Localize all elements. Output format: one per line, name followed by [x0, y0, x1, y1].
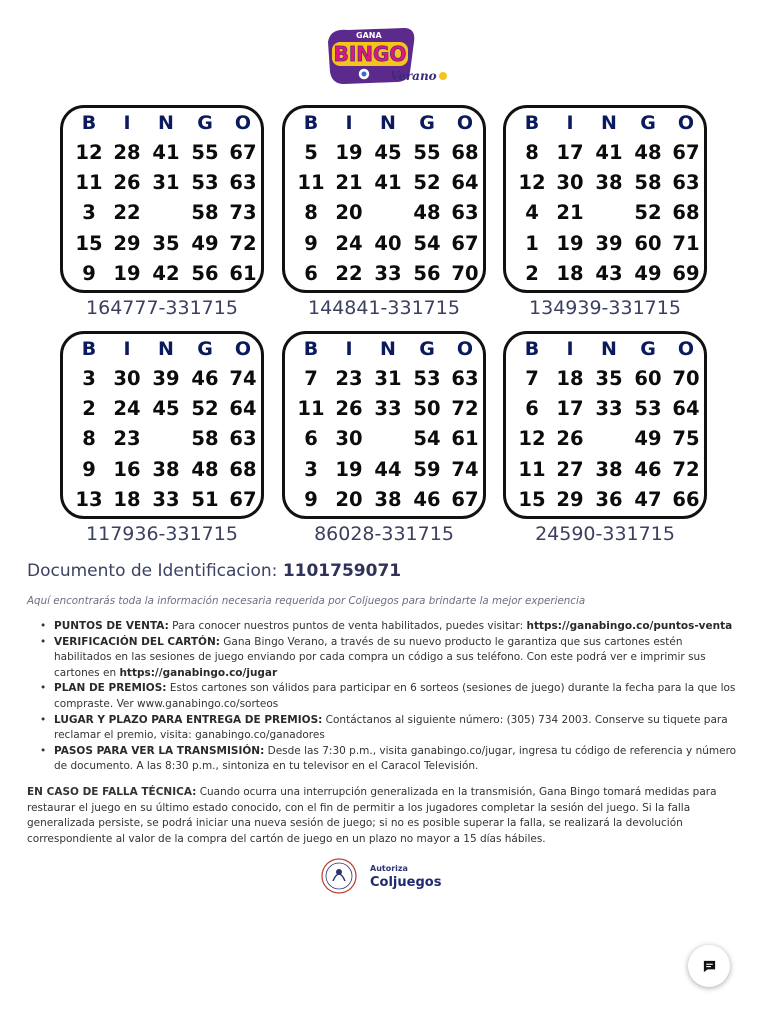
bingo-number: 53	[634, 397, 662, 421]
bingo-card-serial: 86028-331715	[314, 523, 454, 545]
bingo-number: 1	[525, 231, 539, 255]
bingo-header-letter: O	[234, 338, 252, 360]
bingo-card	[503, 331, 707, 519]
coljuegos-seal-icon	[320, 857, 358, 895]
bingo-row	[63, 364, 261, 394]
bingo-number: 61	[451, 427, 479, 451]
bingo-number: 33	[374, 397, 402, 421]
bingo-header-letter: I	[566, 338, 574, 360]
bingo-number: 6	[304, 427, 318, 451]
bingo-number: 63	[229, 171, 257, 195]
bingo-card-grid	[506, 138, 704, 289]
coljuegos-authorize-label: Autoriza	[370, 864, 408, 873]
bingo-card-serial: 134939-331715	[529, 297, 681, 319]
bingo-row	[63, 168, 261, 198]
bingo-number: 11	[75, 171, 103, 195]
bingo-number: 31	[152, 171, 180, 195]
bingo-card	[60, 331, 264, 519]
bingo-number: 46	[191, 367, 219, 390]
document-number: 1101759071	[282, 561, 402, 581]
list-item: • PUNTOS DE VENTA: Para conocer nuestros puntos de venta habilitados, puedes visitar: https://ganabingo.co/puntos-venta	[40, 619, 742, 635]
bingo-number: 72	[672, 457, 700, 481]
bingo-number: 4	[525, 201, 539, 225]
bingo-number: 30	[556, 171, 584, 195]
bingo-number: 72	[229, 231, 257, 255]
bingo-number: 8	[304, 201, 318, 225]
bingo-number: 30	[335, 427, 363, 451]
bingo-number: 41	[374, 171, 402, 195]
bingo-row	[506, 198, 704, 228]
bingo-number: 71	[672, 231, 700, 255]
bingo-number: 50	[413, 397, 441, 421]
bingo-row	[63, 455, 261, 485]
bingo-number: 58	[191, 427, 219, 451]
bingo-row	[63, 394, 261, 424]
bingo-row	[506, 455, 704, 485]
bingo-number: 67	[451, 231, 479, 255]
bingo-number: 18	[556, 367, 584, 390]
bingo-row	[63, 198, 261, 228]
bingo-number: 67	[451, 487, 479, 511]
bingo-header-letter: O	[456, 338, 474, 360]
bingo-number: 49	[634, 427, 662, 451]
bingo-header-letter: B	[303, 112, 319, 134]
svg-text:Verano: Verano	[390, 69, 437, 83]
info-list	[40, 619, 742, 775]
bingo-card-header	[506, 112, 704, 138]
intro-text: Aquí encontrarás toda la información necesaria requerida por Coljuegos para brindarte la mejor experiencia	[27, 595, 586, 607]
bingo-number: 9	[82, 457, 96, 481]
bingo-number: 22	[113, 201, 141, 225]
bingo-row	[285, 394, 483, 424]
bingo-card-grid	[63, 138, 261, 289]
bingo-number: 17	[556, 397, 584, 421]
bingo-number: 3	[82, 367, 96, 390]
bingo-number: 11	[297, 397, 325, 421]
bingo-number: 66	[672, 487, 700, 511]
bingo-header-letter: B	[524, 112, 540, 134]
bingo-card-serial: 164777-331715	[86, 297, 238, 319]
bingo-number: 63	[672, 171, 700, 195]
bingo-number: 55	[191, 141, 219, 164]
bingo-row	[63, 485, 261, 515]
bingo-number: 64	[672, 397, 700, 421]
bingo-row	[285, 424, 483, 454]
bingo-number: 68	[229, 457, 257, 481]
bingo-number: 24	[335, 231, 363, 255]
bingo-number: 53	[413, 367, 441, 390]
bingo-number: 63	[451, 367, 479, 390]
bingo-card-grid	[63, 364, 261, 515]
bingo-number: 7	[304, 367, 318, 390]
bingo-number: 13	[75, 487, 103, 511]
bingo-card-serial: 117936-331715	[86, 523, 238, 545]
bingo-header-letter: O	[677, 338, 695, 360]
bingo-number: 38	[152, 457, 180, 481]
bingo-card-grid	[285, 364, 483, 515]
bingo-number: 68	[451, 141, 479, 164]
bingo-row	[285, 229, 483, 259]
bingo-number: 19	[335, 141, 363, 164]
jugar-link[interactable]: https://ganabingo.co/jugar	[119, 666, 278, 679]
bingo-header-letter: N	[158, 112, 174, 134]
bingo-number: 28	[113, 141, 141, 164]
bingo-number: 21	[335, 171, 363, 195]
bingo-number: 35	[152, 231, 180, 255]
bingo-number: 3	[82, 201, 96, 225]
bingo-row	[506, 364, 704, 394]
bingo-number: 6	[525, 397, 539, 421]
bingo-number: 51	[191, 487, 219, 511]
bingo-number: 31	[374, 367, 402, 390]
bingo-number: 39	[152, 367, 180, 390]
bingo-number: 47	[634, 487, 662, 511]
bingo-number: 7	[525, 367, 539, 390]
list-item: • VERIFICACIÓN DEL CARTÓN: Gana Bingo Verano, a través de su nuevo producto le garantiza que sus cartones estén habilitados en las sesiones de juego enviando por cada compra un código a sus teléfono. Con este podrá ver e imprimir sus cartones en https://ganabingo.co/jugar	[40, 635, 742, 682]
bingo-row	[63, 259, 261, 289]
bingo-number: 52	[634, 201, 662, 225]
bingo-row	[63, 424, 261, 454]
bingo-number: 6	[304, 261, 318, 285]
bingo-number: 68	[672, 201, 700, 225]
bingo-header-letter: N	[158, 338, 174, 360]
bingo-number: 46	[634, 457, 662, 481]
bingo-number: 48	[634, 141, 662, 164]
bingo-number: 23	[335, 367, 363, 390]
bingo-card	[60, 105, 264, 293]
bingo-number: 22	[335, 261, 363, 285]
bingo-header-letter: G	[640, 112, 656, 134]
bingo-card-header	[63, 112, 261, 138]
bingo-number: 27	[556, 457, 584, 481]
bingo-number: 69	[672, 261, 700, 285]
bingo-number: 70	[672, 367, 700, 390]
bingo-number: 74	[451, 457, 479, 481]
bingo-number: 26	[335, 397, 363, 421]
bingo-header-letter: B	[524, 338, 540, 360]
bingo-card-header	[285, 112, 483, 138]
bingo-row	[63, 138, 261, 168]
bingo-header-letter: B	[303, 338, 319, 360]
bingo-card	[503, 105, 707, 293]
bingo-number: 55	[413, 141, 441, 164]
bingo-header-letter: N	[380, 338, 396, 360]
bingo-header-letter: O	[677, 112, 695, 134]
bingo-number: 39	[595, 231, 623, 255]
bingo-number: 35	[595, 367, 623, 390]
bingo-number: 60	[634, 231, 662, 255]
document-label: Documento de Identificacion:	[27, 561, 283, 581]
list-item: • PLAN DE PREMIOS: Estos cartones son válidos para participar en 6 sorteos (sesiones de juego) durante la fecha para la que los compraste. Ver www.ganabingo.co/sorteos	[40, 681, 742, 712]
bingo-row	[285, 138, 483, 168]
bingo-card-grid	[285, 138, 483, 289]
bingo-number: 11	[518, 457, 546, 481]
bingo-row	[63, 229, 261, 259]
list-item: • PASOS PARA VER LA TRANSMISIÓN: Desde las 7:30 p.m., visita ganabingo.co/jugar, ingresa tu código de referencia y número de documento. A las 8:30 p.m., sintoniza en tu televisor en el Caracol Televisión.	[40, 744, 742, 775]
bingo-card	[282, 331, 486, 519]
bingo-header-letter: O	[456, 112, 474, 134]
bingo-number: 33	[595, 397, 623, 421]
bingo-number: 18	[556, 261, 584, 285]
bingo-number: 43	[595, 261, 623, 285]
bingo-number: 61	[229, 261, 257, 285]
bingo-number: 2	[82, 397, 96, 421]
bingo-header-letter: N	[380, 112, 396, 134]
svg-text:GANA: GANA	[356, 31, 382, 40]
bingo-header-letter: G	[419, 338, 435, 360]
bingo-number: 72	[451, 397, 479, 421]
technical-failure-notice: EN CASO DE FALLA TÉCNICA: Cuando ocurra una interrupción generalizada en la transmisión, Gana Bingo tomará medidas para restaurar el juego en su último estado conocido, con el fin de permitir a los jugadores completar la sesión del juego. Si la falla generalizada persiste, se podrá iniciar una nueva sesión de juego; si no es posible superar la falla, se realizará la devolución correspondiente al valor de la compra del cartón de juego en un plazo no mayor a 15 días hábiles.	[27, 786, 717, 845]
bingo-number: 54	[413, 231, 441, 255]
list-item: • LUGAR Y PLAZO PARA ENTREGA DE PREMIOS: Contáctanos al siguiente número: (305) 734 2003. Conserve su tiquete para reclamar el premio, visita: ganabingo.co/ganadores	[40, 713, 742, 744]
bingo-card-header	[63, 338, 261, 364]
bingo-number: 73	[229, 201, 257, 225]
bingo-header-letter: I	[345, 338, 353, 360]
chat-button[interactable]	[688, 945, 730, 987]
bingo-number: 41	[152, 141, 180, 164]
bingo-number: 19	[113, 261, 141, 285]
bingo-number: 60	[634, 367, 662, 390]
bingo-row	[506, 168, 704, 198]
bingo-header-letter: G	[197, 338, 213, 360]
bingo-number: 46	[413, 487, 441, 511]
bingo-number: 75	[672, 427, 700, 451]
bingo-number: 38	[595, 457, 623, 481]
bingo-number: 29	[556, 487, 584, 511]
bingo-number: 23	[113, 427, 141, 451]
document-id	[27, 561, 401, 581]
coljuegos-name: Coljuegos	[370, 875, 442, 890]
bingo-header-letter: B	[81, 338, 97, 360]
bingo-number: 30	[113, 367, 141, 390]
svg-text:BINGO: BINGO	[333, 42, 407, 66]
bingo-number: 18	[113, 487, 141, 511]
gana-bingo-verano-logo	[318, 22, 450, 90]
bingo-number: 49	[634, 261, 662, 285]
bingo-number: 33	[374, 261, 402, 285]
bingo-number: 9	[82, 261, 96, 285]
bingo-number: 24	[113, 397, 141, 421]
bingo-number: 64	[229, 397, 257, 421]
bingo-number: 48	[413, 201, 441, 225]
bingo-header-letter: N	[601, 338, 617, 360]
bingo-number: 45	[374, 141, 402, 164]
bingo-header-letter: O	[234, 112, 252, 134]
bingo-number: 16	[113, 457, 141, 481]
bingo-number: 38	[374, 487, 402, 511]
bingo-number: 54	[413, 427, 441, 451]
bingo-number: 11	[297, 171, 325, 195]
bingo-number: 63	[451, 201, 479, 225]
bingo-number: 56	[191, 261, 219, 285]
puntos-venta-link[interactable]: https://ganabingo.co/puntos-venta	[526, 620, 733, 632]
bingo-number: 2	[525, 261, 539, 285]
bingo-number: 3	[304, 457, 318, 481]
bingo-row	[285, 259, 483, 289]
bingo-number: 8	[525, 141, 539, 164]
bingo-card	[282, 105, 486, 293]
bingo-header-letter: I	[566, 112, 574, 134]
bingo-row	[506, 424, 704, 454]
bingo-number: 12	[75, 141, 103, 164]
bingo-header-letter: I	[345, 112, 353, 134]
bingo-card-header	[506, 338, 704, 364]
bingo-number: 33	[152, 487, 180, 511]
bingo-number: 52	[413, 171, 441, 195]
bingo-number: 40	[374, 231, 402, 255]
bingo-number: 56	[413, 261, 441, 285]
bingo-card-serial: 24590-331715	[535, 523, 675, 545]
bingo-number: 21	[556, 201, 584, 225]
bingo-row	[285, 485, 483, 515]
bingo-number: 26	[556, 427, 584, 451]
bingo-number: 20	[335, 487, 363, 511]
bingo-number: 63	[229, 427, 257, 451]
bingo-number: 9	[304, 231, 318, 255]
bingo-header-letter: I	[123, 112, 131, 134]
bingo-number: 44	[374, 457, 402, 481]
bingo-number: 58	[191, 201, 219, 225]
bingo-number: 29	[113, 231, 141, 255]
bingo-number: 70	[451, 261, 479, 285]
bingo-header-letter: G	[640, 338, 656, 360]
bingo-number: 36	[595, 487, 623, 511]
bingo-number: 59	[413, 457, 441, 481]
bingo-number: 42	[152, 261, 180, 285]
bingo-header-letter: G	[197, 112, 213, 134]
bingo-row	[285, 168, 483, 198]
bingo-row	[506, 229, 704, 259]
bingo-number: 49	[191, 231, 219, 255]
bingo-card-header	[285, 338, 483, 364]
bingo-number: 48	[191, 457, 219, 481]
bingo-number: 19	[556, 231, 584, 255]
bingo-row	[285, 198, 483, 228]
bingo-number: 53	[191, 171, 219, 195]
bingo-number: 38	[595, 171, 623, 195]
bingo-row	[285, 364, 483, 394]
bingo-number: 20	[335, 201, 363, 225]
bingo-row	[285, 455, 483, 485]
bingo-number: 8	[82, 427, 96, 451]
bingo-number: 19	[335, 457, 363, 481]
bingo-number: 67	[229, 141, 257, 164]
bingo-number: 45	[152, 397, 180, 421]
bingo-header-letter: N	[601, 112, 617, 134]
bingo-number: 17	[556, 141, 584, 164]
bingo-number: 5	[304, 141, 318, 164]
bingo-number: 58	[634, 171, 662, 195]
chat-icon	[702, 959, 717, 974]
bingo-number: 12	[518, 171, 546, 195]
bingo-number: 12	[518, 427, 546, 451]
bingo-header-letter: G	[419, 112, 435, 134]
bingo-number: 41	[595, 141, 623, 164]
bingo-number: 52	[191, 397, 219, 421]
bingo-number: 67	[229, 487, 257, 511]
bingo-number: 64	[451, 171, 479, 195]
bingo-card-grid	[506, 364, 704, 515]
bingo-row	[506, 259, 704, 289]
bingo-number: 67	[672, 141, 700, 164]
bingo-number: 9	[304, 487, 318, 511]
bingo-header-letter: I	[123, 338, 131, 360]
bingo-header-letter: B	[81, 112, 97, 134]
bingo-number: 15	[75, 231, 103, 255]
bingo-number: 26	[113, 171, 141, 195]
bingo-card-serial: 144841-331715	[308, 297, 460, 319]
bingo-row	[506, 485, 704, 515]
bingo-row	[506, 138, 704, 168]
bingo-row	[506, 394, 704, 424]
bingo-number: 74	[229, 367, 257, 390]
bingo-number: 15	[518, 487, 546, 511]
